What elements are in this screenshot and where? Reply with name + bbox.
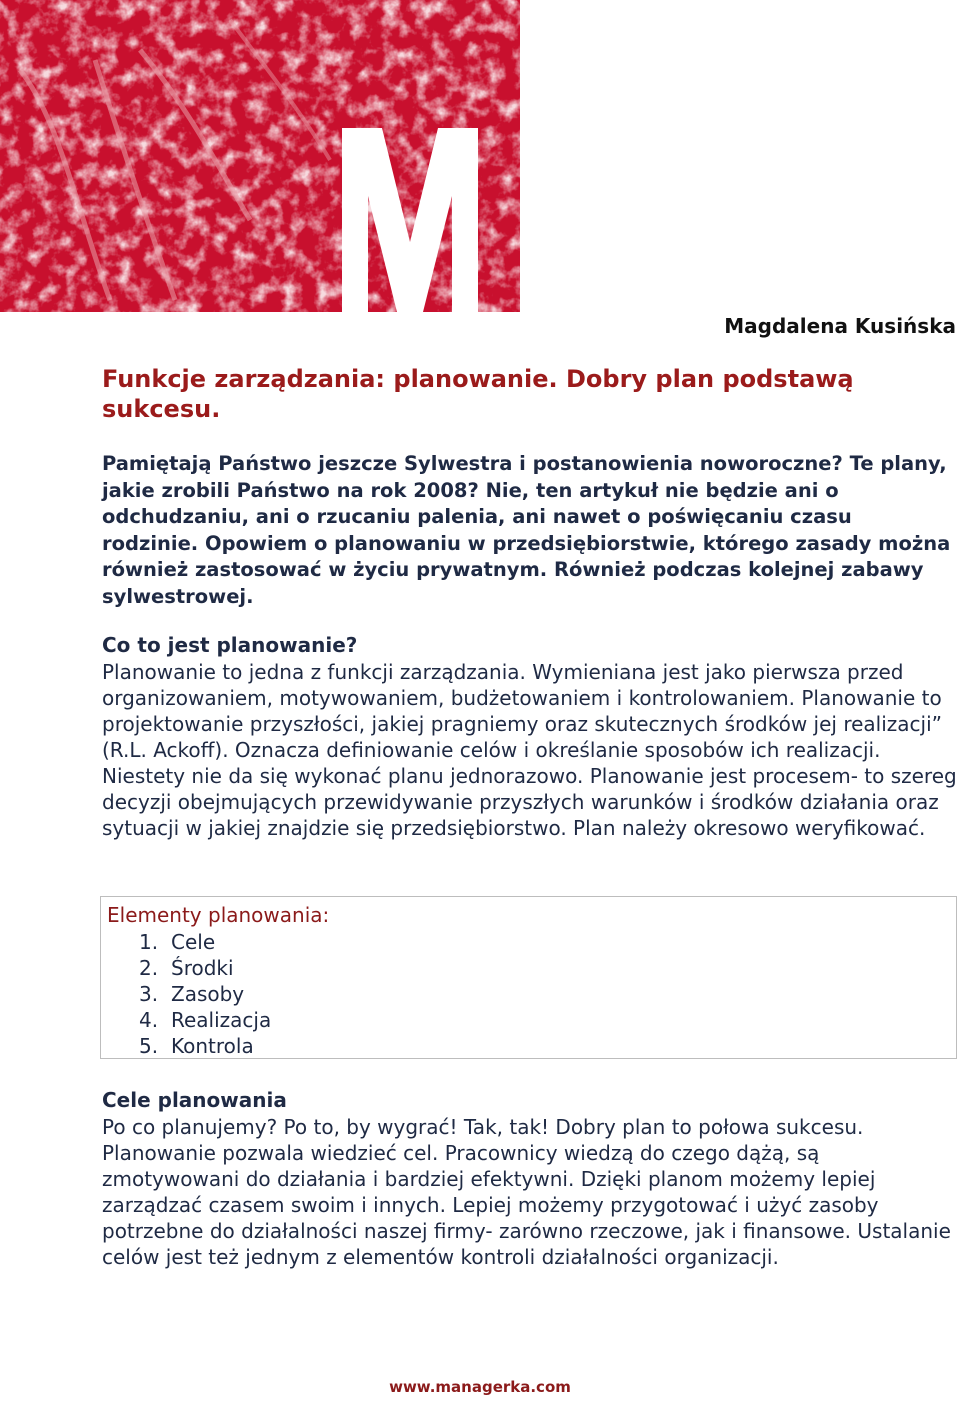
list-item-label: Kontrola <box>171 1034 254 1058</box>
list-item-number: 4. <box>139 1008 159 1032</box>
planning-elements-title: Elementy planowania: <box>107 903 330 927</box>
list-item <box>129 1033 271 1059</box>
list-item-number: 1. <box>139 930 159 954</box>
list-item-number: 3. <box>139 982 159 1006</box>
article-intro: Pamiętają Państwo jeszcze Sylwestra i postanowienia noworoczne? Te plany, jakie zrobili Państwo na rok 2008? Nie, ten artykuł nie będzie ani o odchudzaniu, ani o rzucaniu palenia, ani nawet o poświęcaniu czasu rodzinie. Opowiem o planowaniu w przedsiębiorstwie, którego zasady można również zastosować w życiu prywatnym. Również podczas kolejnej zabawy sylwestrowej. <box>102 452 951 608</box>
section-body-what-is-planning: Planowanie to jedna z funkcji zarządzania. Wymieniana jest jako pierwsza przed organizowaniem, motywowaniem, budżetowaniem i kontrolowaniem. Planowanie to projektowanie przyszłości, jakiej pragniemy oraz skutecznych środków jej realizacji” (R.L. Ackoff). Oznacza definiowanie celów i określanie sposobów ich realizacji. Niestety nie da się wykonać planu jednorazowo. Planowanie jest procesem- to szereg decyzji obejmujących przewidywanie przyszłych warunków i środków działania oraz sytuacji w jakiej znajdzie się przedsiębiorstwo. Plan należy okresowo weryfikować. <box>102 660 957 840</box>
list-item <box>129 929 271 955</box>
logo-graphic <box>0 0 520 312</box>
list-item-number: 2. <box>139 956 159 980</box>
footer-website-link[interactable]: www.managerka.com <box>389 1378 571 1396</box>
footer <box>0 1378 960 1396</box>
article-title: Funkcje zarządzania: planowanie. Dobry plan podstawą sukcesu. <box>102 365 854 423</box>
list-item-label: Realizacja <box>171 1008 272 1032</box>
section-body-planning-goals: Po co planujemy? Po to, by wygrać! Tak, tak! Dobry plan to połowa sukcesu. Planowanie pozwala wiedzieć cel. Pracownicy wiedzą do czego dążą, są zmotywowani do działania i bardziej efektywni. Dzięki planom możemy lepiej zarządzać czasem swoim i innych. Lepiej możemy przygotować i użyć zasoby potrzebne do działalności naszej firmy- zarówno rzeczowe, jak i finansowe. Ustalanie celów jest też jednym z elementów kontroli działalności organizacji. <box>102 1115 951 1269</box>
list-item-number: 5. <box>139 1034 159 1058</box>
list-item-label: Cele <box>171 930 216 954</box>
planning-elements-list <box>129 929 271 1059</box>
list-item <box>129 955 271 981</box>
list-item-label: Zasoby <box>171 982 245 1006</box>
list-item <box>129 1007 271 1033</box>
planning-elements-box <box>100 896 957 1059</box>
section-heading-planning-goals: Cele planowania <box>102 1088 287 1112</box>
managerka-logo <box>0 0 520 312</box>
list-item <box>129 981 271 1007</box>
list-item-label: Środki <box>171 956 234 980</box>
section-heading-what-is-planning: Co to jest planowanie? <box>102 633 358 657</box>
author-name: Magdalena Kusińska <box>724 314 956 338</box>
